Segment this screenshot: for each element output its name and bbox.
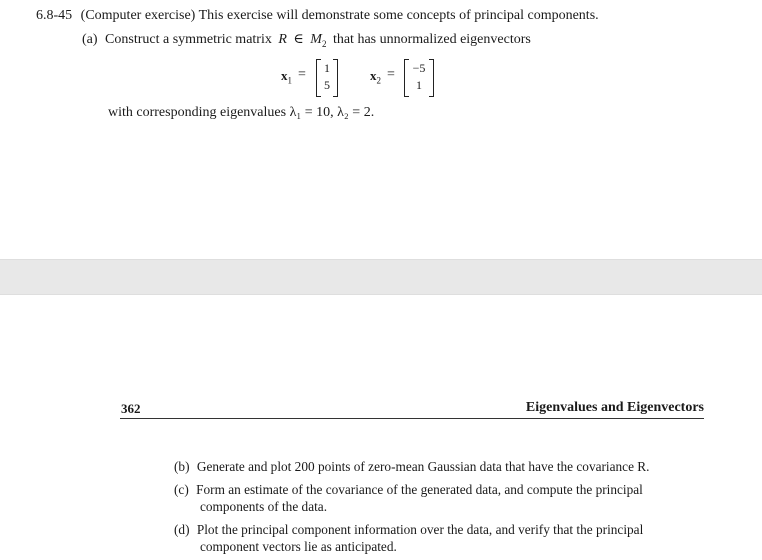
part-c-label: (c) (174, 482, 189, 497)
symbol-m: M (310, 32, 322, 47)
part-d-item (174, 521, 714, 555)
vector-x2-equals: = (387, 67, 395, 82)
part-b-label: (b) (174, 459, 190, 474)
part-b-item (174, 458, 714, 475)
part-a-text-pre: Construct a symmetric matrix (105, 32, 272, 47)
eigenvector-row (0, 56, 762, 102)
chapter-title: Eigenvalues and Eigenvectors (525, 400, 704, 415)
symbol-r: R (278, 32, 287, 47)
part-b-line-1: Generate and plot 200 points of zero-mean Gaussian data that have the covariance R. (196, 459, 650, 474)
part-c-line-1: Form an estimate of the covariance of the generated data, and compute the principal (196, 482, 643, 497)
vector-x2-bottom: 1 (416, 78, 422, 92)
part-a-label: (a) (82, 32, 98, 47)
exercise-heading (36, 8, 599, 24)
part-c-line-2: components of the data. (200, 499, 328, 514)
symbol-m-subscript: 2 (321, 38, 327, 49)
part-d-label: (d) (174, 522, 190, 537)
header-rule (120, 418, 704, 419)
vector-x2-matrix (404, 59, 434, 97)
vector-x1-bottom: 5 (324, 78, 330, 92)
eigenvalues-line: with corresponding eigenvalues λ₁ = 10, λ₂ = 2. (108, 105, 375, 120)
vector-x1-matrix (316, 59, 338, 97)
part-a-text-post: that has unnormalized eigenvectors (332, 32, 531, 47)
part-d-line-2: component vectors lie as anticipated. (200, 539, 397, 554)
vector-x2-label: $x_2$ (370, 68, 381, 86)
part-d-line-1: Plot the principal component information over the data, and verify that the principal (196, 522, 644, 537)
vector-x2-top: −5 (412, 61, 426, 75)
exercise-heading-text: (Computer exercise) This exercise will demonstrate some concepts of principal components. (80, 8, 599, 23)
element-of-symbol: ∈ (293, 32, 304, 47)
page-break-band (0, 259, 762, 295)
vector-x1-equals: = (298, 67, 306, 82)
vector-x1-label: $x_1$ (281, 68, 292, 86)
vector-x1-top: 1 (324, 61, 330, 75)
part-c-item (174, 481, 714, 515)
exercise-number: 6.8-45 (36, 8, 73, 23)
page-number: 362 (121, 401, 141, 416)
part-a-line (82, 31, 531, 49)
